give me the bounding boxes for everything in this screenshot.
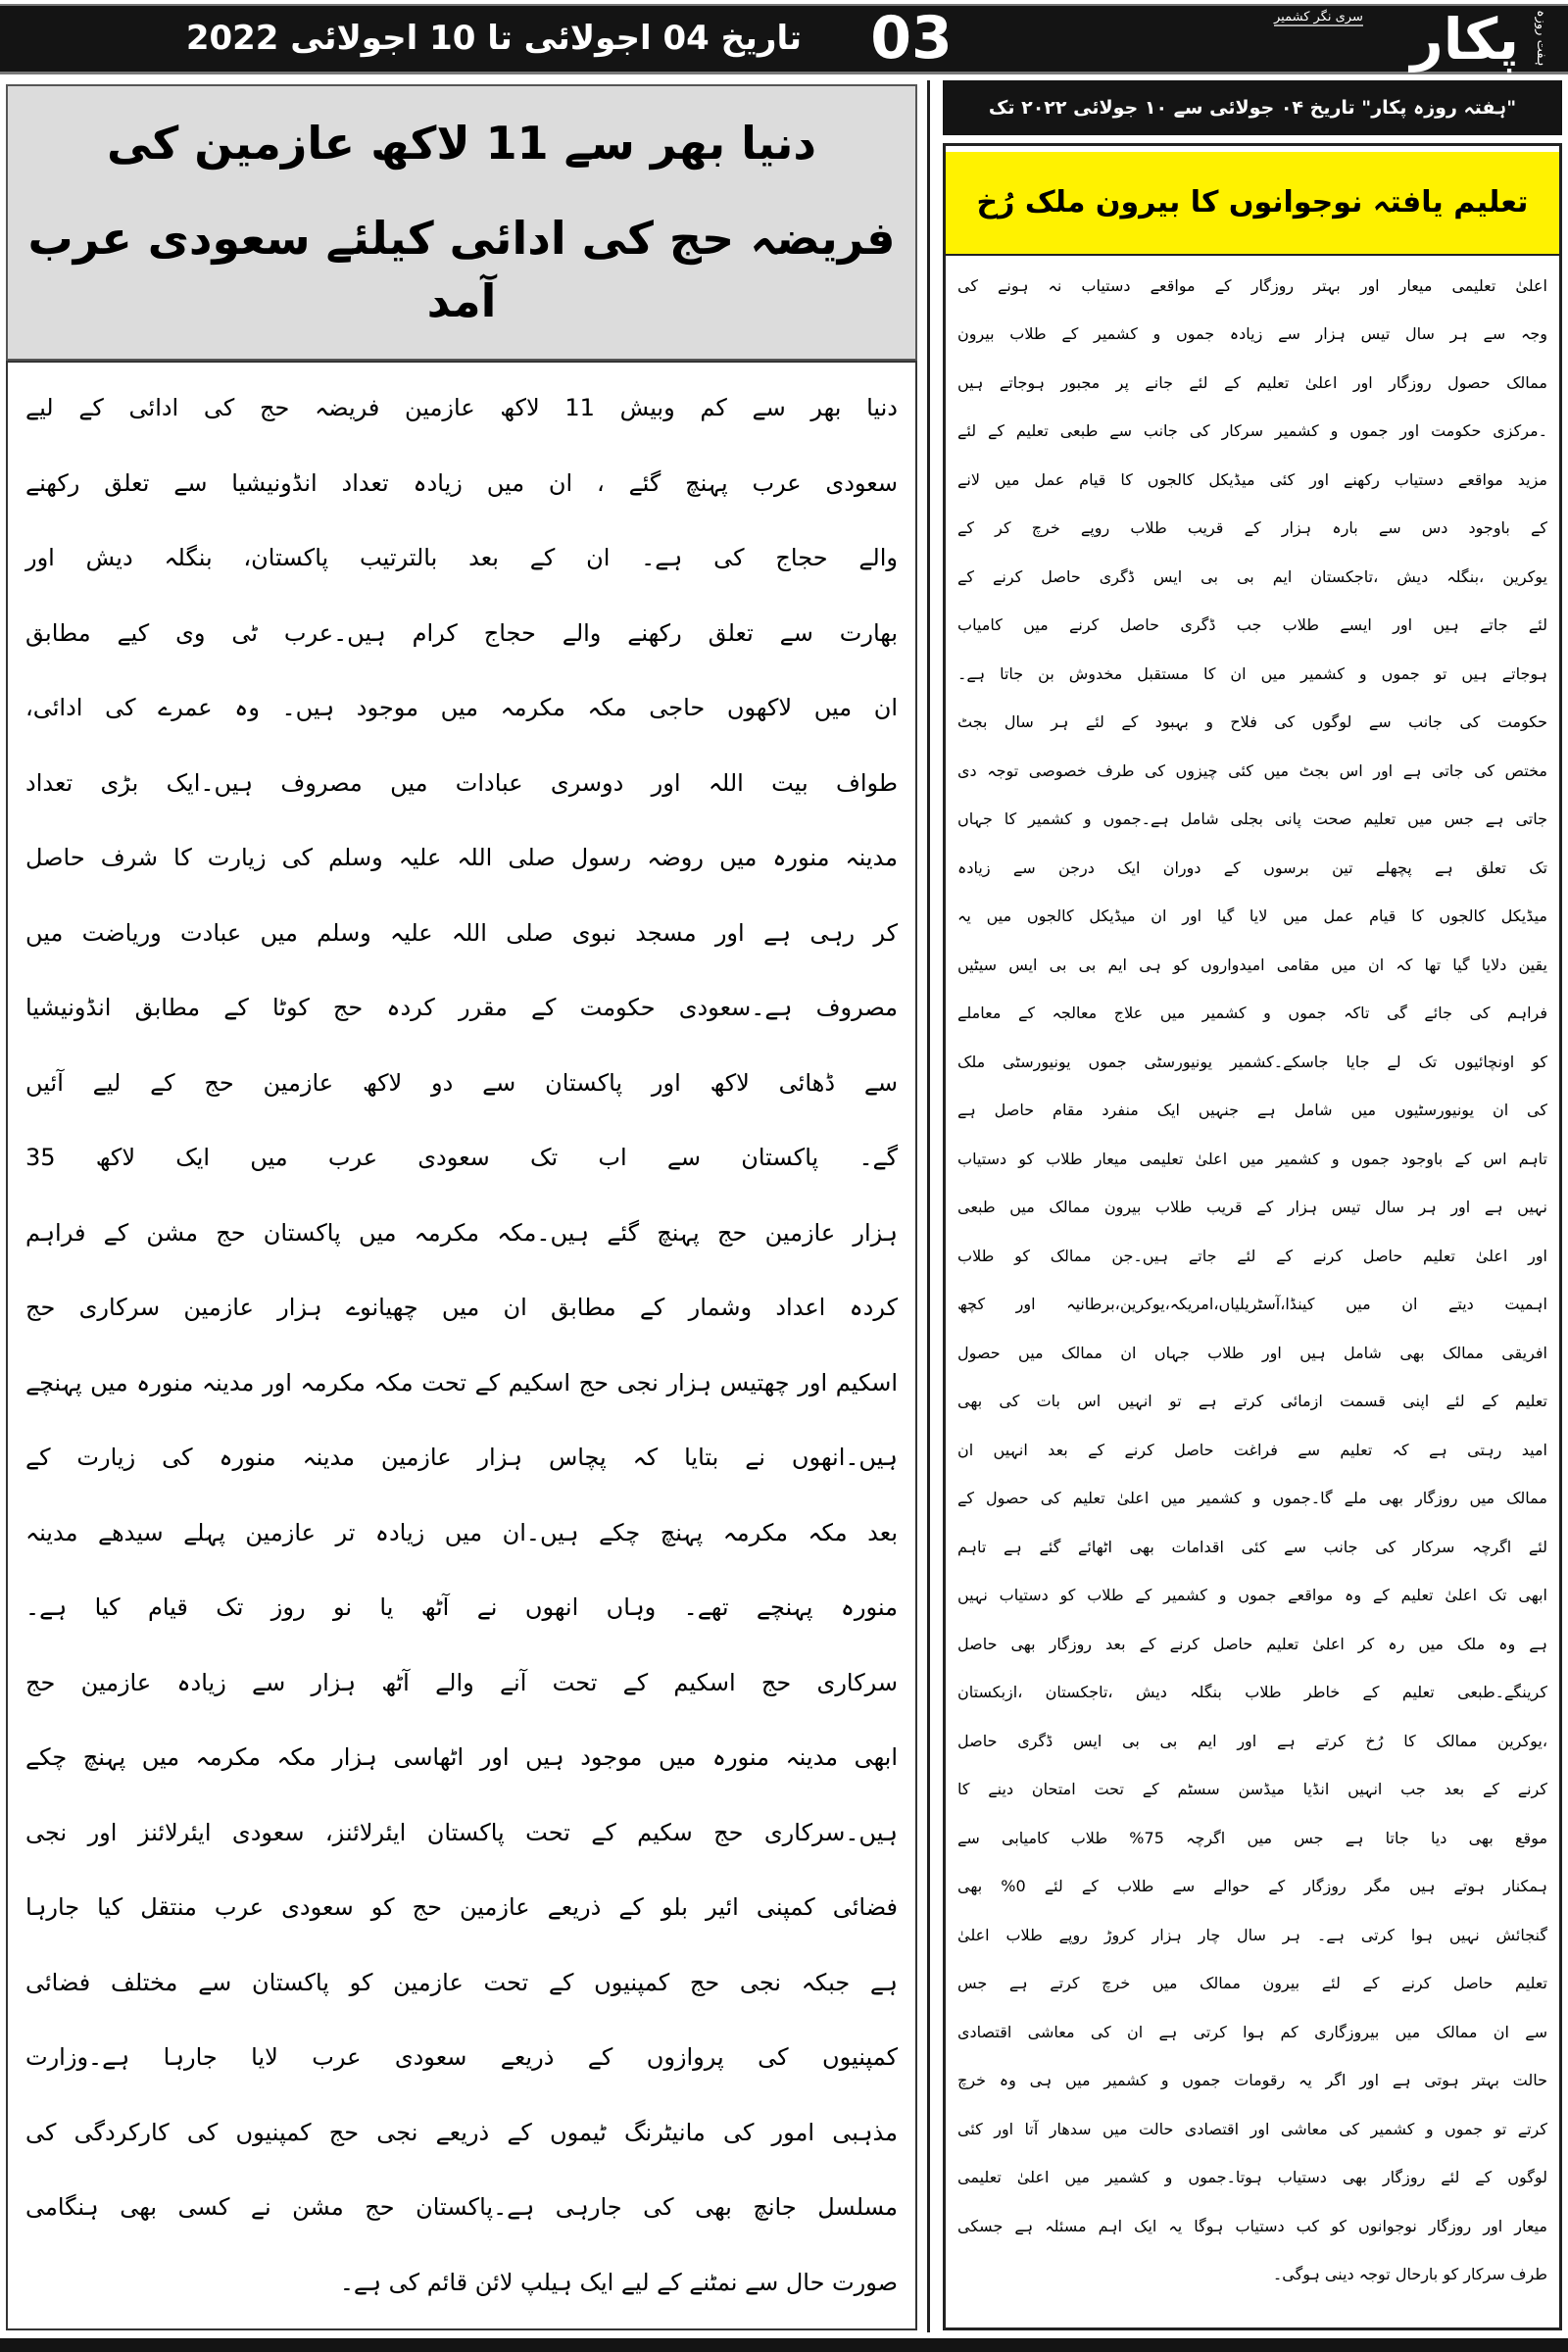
body-line: وجہ سے ہر سال تیس ہزار سے زیادہ جموں و کشمیر کے طلاب بیرون [957, 324, 1547, 344]
body-line: ،یوکرین ممالک کا رُخ کرتے ہے اور ایم بی بی ایس ڈگری حاصل [957, 1731, 1547, 1750]
page-number: 03 [870, 4, 953, 73]
masthead-bar [0, 4, 1568, 74]
body-line: یقین دلایا گیا تھا کہ ان میں مقامی امیدواروں کو ہی ایم بی بی ایس سیٹیں [957, 955, 1547, 974]
issue-date: تاریخ 04 اجولائی تا 10 اجولائی 2022 [185, 19, 802, 58]
education-headline: تعلیم یافتہ نوجوانوں کا بیرون ملک رُخ [946, 152, 1559, 256]
column-divider [927, 80, 930, 2332]
body-line: اسکیم اور چھتیس ہزار نجی حج اسکیم کے تحت مکہ مکرمہ اور مدینہ منورہ میں پہنچے [25, 1368, 898, 1396]
body-line: گے۔ پاکستان سے اب تک سعودی عرب میں ایک لاکھ 35 [25, 1144, 898, 1171]
body-line: امید رہتی ہے کہ تعلیم سے فراغت حاصل کرنے کے بعد انہیں ان [957, 1440, 1547, 1459]
body-line: کی ان یونیورسٹیوں میں شامل ہے جنہیں ایک منفرد مقام حاصل ہے [957, 1101, 1547, 1120]
body-line: ہیں۔انھوں نے بتایا کہ پچاس ہزار عازمین مدینہ منورہ کی زیارت کے [25, 1444, 898, 1471]
newspaper-logo [1254, 4, 1548, 78]
body-line: کرتے تو جموں و کشمیر کی معاشی اور اقتصادی حالت میں سدھار آتا اور کئی [957, 2119, 1547, 2138]
body-line: مصروف ہے۔سعودی حکومت کے مقرر کردہ حج کوٹا کے مطابق انڈونیشیا [25, 994, 898, 1021]
education-article-body [946, 256, 1559, 2305]
body-line: تاہم اس کے باوجود جموں و کشمیر میں اعلیٰ تعلیمی میعار طلاب کو دستیاب [957, 1149, 1547, 1168]
body-line: ۔مرکزی حکومت اور جموں و کشمیر سرکار کی جانب سے طبعی تعلیم کے لئے [957, 421, 1547, 441]
body-line: ہزار عازمین حج پہنچ گئے ہیں۔مکہ مکرمہ میں پاکستان حج مشن کے فراہم [25, 1218, 898, 1247]
body-line: مذہبی امور کی مانیٹرنگ ٹیموں کے ذریعے نجی حج کمپنیوں کی کارکردگی کی [25, 2118, 898, 2146]
logo-city: سری نگر کشمیر [1274, 10, 1363, 24]
body-line: بعد مکہ مکرمہ پہنچ چکے ہیں۔ان میں زیادہ تر عازمین پہلے سیدھے مدینہ [25, 1518, 898, 1546]
hajj-headline-line-1: دنیا بھر سے 11 لاکھ عازمین کی [106, 117, 817, 171]
body-line: ہے وہ ملک میں رہ کر اعلیٰ تعلیم حاصل کرنے کے بعد روزگار بھی حاصل [957, 1634, 1547, 1653]
body-line: اہمیت دیتے ان میں کینڈا،آسٹریلیاں،امریکہ،یوکرین،برطانیہ اور کچھ [957, 1295, 1547, 1314]
body-line: کر رہی ہے اور مسجد نبوی صلی اللہ علیہ وسلم میں عبادت وریاضت میں [25, 918, 898, 947]
body-line: دنیا بھر سے کم وبیش 11 لاکھ عازمین فریضہ حج کی ادائی کے لیے [25, 394, 898, 421]
body-line: طواف بیت اللہ اور دوسری عبادات میں مصروف ہیں۔ایک بڑی تعداد [25, 768, 898, 797]
hajj-article-body [6, 361, 917, 2330]
body-line: موقع بھی دیا جاتا ہے جس میں اگرچہ 75% طلاب کامیابی سے [957, 1828, 1548, 1847]
body-line: سعودی عرب پہنچ گئے ، ان میں زیادہ تعداد انڈونیشیا سے تعلق رکھنے [25, 468, 898, 497]
body-line: میعار اور روزگار نوجوانوں کو کب دستیاب ہوگا یہ ایک اہم مسئلہ ہے جسکی [957, 2216, 1547, 2235]
logo-name: پکار [1410, 6, 1519, 73]
logo-frequency: ہفت روزہ [1534, 10, 1548, 67]
body-line: ابھی مدینہ منورہ میں موجود ہیں اور اٹھاسی ہزار مکہ مکرمہ میں پہنچ چکے [25, 1743, 898, 1771]
body-line: صورت حال سے نمٹنے کے لیے ایک ہیلپ لائن قائم کی ہے۔ [339, 2268, 898, 2296]
body-line: حکومت کی جانب سے لوگوں کی فلاح و بہبود کے لئے ہر سال بجٹ [957, 712, 1547, 732]
body-line: اور اعلیٰ تعلیم حاصل کرنے کے لئے جاتے ہیں۔جن ممالک کو طلاب [957, 1246, 1547, 1265]
body-line: کمپنیوں کی پروازوں کے ذریعے سعودی عرب لایا جارہا ہے۔وزارت [25, 2043, 898, 2071]
body-line: یوکرین ،بنگلہ دیش ،تاجکستان ایم بی بی ایس ڈگری حاصل کرنے کے [957, 566, 1547, 586]
body-line: والے حجاج کی ہے۔ ان کے بعد بالترتیب پاکستان، بنگلہ دیش اور [25, 544, 898, 571]
body-line: تک تعلق ہے پچھلے تین برسوں کے دوران ایک درجن سے زیادہ [957, 858, 1547, 877]
body-line: کردہ اعداد وشمار کے مطابق ان میں چھیانوے ہزار عازمین سرکاری حج [25, 1294, 898, 1321]
body-line: منورہ پہنچے تھے۔ وہاں انھوں نے آٹھ یا نو روز تک قیام کیا ہے۔ [25, 1593, 898, 1621]
body-line: لوگوں کے لئے روزگار بھی دستیاب ہوتا۔جموں و کشمیر میں اعلیٰ تعلیمی [957, 2168, 1547, 2187]
hajj-headline-line-2: فریضہ حج کی ادائی کیلئے سعودی عرب آمد [27, 212, 896, 328]
footer-bar [0, 2338, 1568, 2352]
body-line: تعلیم حاصل کرنے کے لئے بیرون ممالک میں خرچ کرتے ہے جس [957, 1974, 1547, 1993]
body-line: مسلسل جانچ بھی کی جارہی ہے۔پاکستان حج مشن نے کسی بھی ہنگامی [25, 2193, 898, 2221]
body-line: ممالک میں روزگار بھی ملے گا۔جموں و کشمیر میں اعلیٰ تعلیم کی حصول کے [957, 1489, 1547, 1508]
body-line: حالت بہتر ہوتی ہے اور اگر یہ رقومات جموں و کشمیر میں ہی وہ خرچ [957, 2071, 1547, 2090]
body-line: ہوجاتے ہیں تو جموں و کشمیر میں ان کا مستقبل مخدوش بن جاتا ہے۔ [957, 663, 1547, 683]
body-line: سے ڈھائی لاکھ اور پاکستان سے دو لاکھ عازمین حج کے لیے آئیں [25, 1068, 898, 1097]
body-line: گنجائش نہیں ہوا کرتی ہے۔ ہر سال چار ہزار کروڑ روپے طلاب اعلیٰ [957, 1925, 1547, 1944]
body-line: ہے جبکہ نجی حج کمپنیوں کے تحت عازمین کو پاکستان سے مختلف فضائی [25, 1968, 898, 1996]
body-line: تعلیم کے لئے اپنی قسمت ازمائی کرتے ہے تو انہیں اس بات کی بھی [957, 1392, 1547, 1411]
body-line: میڈیکل کالجوں کا قیام عمل میں لایا گیا اور ان میڈیکل کالجوں میں یہ [957, 906, 1547, 926]
body-line: مدینہ منورہ میں روضہ رسول صلی اللہ علیہ وسلم کی زیارت کا شرف حاصل [25, 844, 898, 871]
body-line: سے ان ممالک میں بیروزگاری کم ہوا کرتی ہے ان کی معاشی اقتصادی [957, 2022, 1547, 2041]
education-article [943, 143, 1562, 2330]
body-line: اعلیٰ تعلیمی میعار اور بہتر روزگار کے مواقعے دستیاب نہ ہونے کی [957, 275, 1547, 295]
body-line: لئے جاتے ہیں اور ایسے طلاب جب ڈگری حاصل کرنے میں کامیاب [957, 615, 1547, 635]
body-line: طرف سرکار کو بارحال توجہ دینی ہوگی۔ [1272, 2265, 1547, 2284]
body-line: لئے اگرچہ سرکار کی جانب سے کئی اقدامات بھی اٹھائے گئے ہے تاہم [957, 1537, 1547, 1556]
body-line: جاتی ہے جس میں تعلیم صحت پانی بجلی شامل ہے۔جموں و کشمیر کا جہاں [957, 809, 1547, 829]
body-line: کو اونچائیوں تک لے جایا جاسکے۔کشمیر یونیورسٹی جموں یونیورسٹی ملک [957, 1052, 1547, 1071]
body-line: افریقی ممالک بھی شامل ہیں اور طلاب جہاں ان ممالک میں حصول [957, 1343, 1547, 1362]
body-line: بھارت سے تعلق رکھنے والے حجاج کرام ہیں۔عرب ٹی وی کیے مطابق [25, 618, 898, 647]
issue-banner: "ہفتہ روزہ پکار" تاریخ ۰۴ جولائی سے ۱۰ جولائی ۲۰۲۲ تک [943, 80, 1562, 135]
body-line: مزید مواقعے دستیاب رکھنے اور کئی میڈیکل کالجوں کا قیام عمل میں لانے [957, 469, 1547, 489]
body-line: ممالک حصول روزگار اور اعلیٰ تعلیم کے لئے جانے پر مجبور ہوجاتے ہیں [957, 372, 1547, 392]
body-line: فضائی کمپنی ائیر بلو کے ذریعے عازمین حج کو سعودی عرب منتقل کیا جارہا [25, 1893, 898, 1921]
body-line: سرکاری حج اسکیم کے تحت آنے والے آٹھ ہزار سے زیادہ عازمین حج [25, 1668, 898, 1696]
body-line: ہیں۔سرکاری حج سکیم کے تحت پاکستان ایئرلائنز، سعودی ایئرلائنز اور نجی [25, 1818, 898, 1846]
body-line: کے باوجود دس سے بارہ ہزار کے قریب طلاب روپے خرچ کر کے [957, 518, 1547, 538]
body-line: ہمکنار ہوتے ہیں مگر روزگار کے حوالے سے طلاب کے لئے 0% بھی [957, 1877, 1547, 1896]
hajj-headline [6, 84, 917, 361]
body-line: کرنے کے بعد جب انہیں انڈیا میڈسن سسٹم کے تحت امتحان دینے کا [957, 1780, 1547, 1799]
body-line: ان میں لاکھوں حاجی مکہ مکرمہ میں موجود ہیں۔ وہ عمرے کی ادائی، [25, 694, 898, 721]
body-line: ابھی تک اعلیٰ تعلیم کے وہ مواقعے جموں و کشمیر کے طلاب کو دستیاب نہیں [957, 1586, 1547, 1605]
body-line: مختص کی جاتی ہے اور اس بجٹ میں کئی چیزوں کی طرف خصوصی توجہ دی [957, 760, 1547, 780]
body-line: کرینگے۔طبعی تعلیم کے خاطر طلاب بنگلہ دیش ،تاجکستان ،ازبکستان [957, 1683, 1547, 1702]
body-line: نہیں ہے اور ہر سال تیس ہزار کے قریب طلاب بیرون ممالک میں طبعی [957, 1198, 1547, 1217]
body-line: فراہم کی جائے گی تاکہ جموں و کشمیر میں علاج معالجہ کے معاملے [957, 1004, 1547, 1023]
